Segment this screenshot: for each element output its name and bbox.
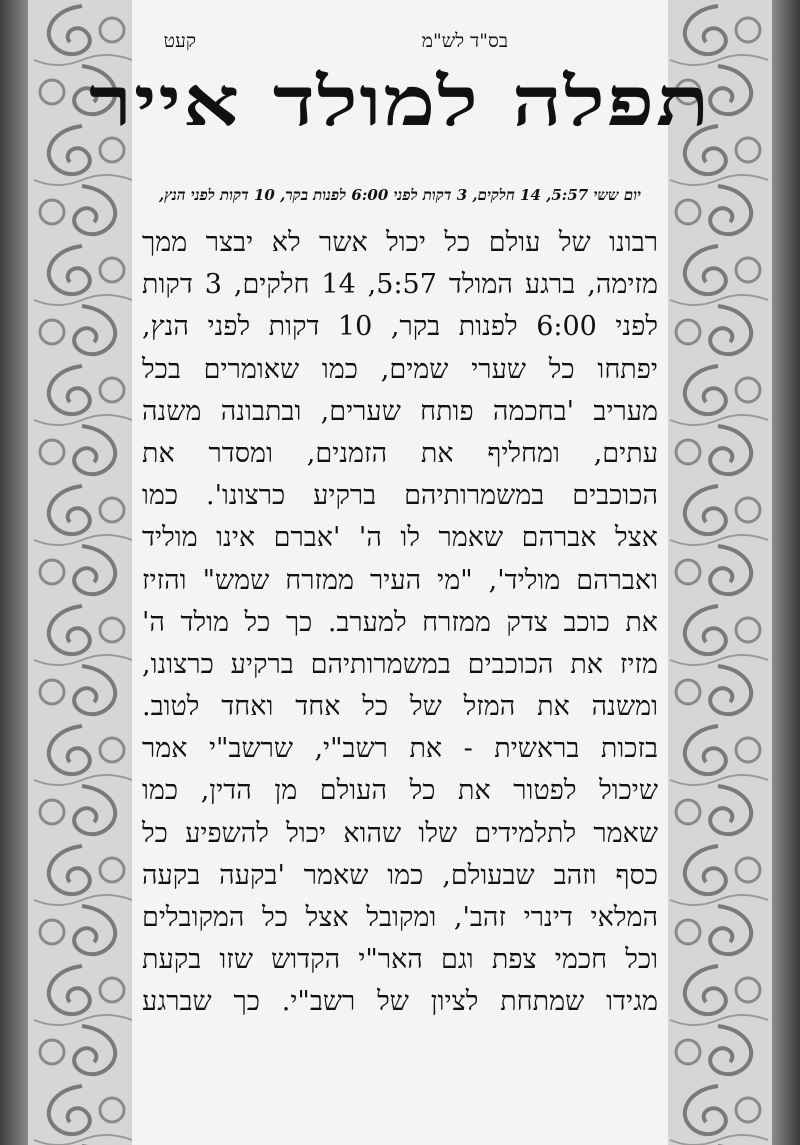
- text-line: יפתחו כל שערי שמים, כמו שאומרים בכל: [142, 353, 658, 385]
- text-line: שיכול לפטור את כל העולם מן הדין, כמו: [142, 775, 658, 807]
- text-line: וכל חכמי צפת וגם האר"י הקדוש שזו בקעת: [142, 944, 658, 976]
- page-title: תפלה למולד אייר: [88, 62, 712, 142]
- text-column: [88, 0, 712, 1145]
- text-line: מזימה, ברגע המולד 5:57, 14 חלקים, 3 דקות: [142, 269, 658, 301]
- text-line: הכוכבים במשמרותיהם ברקיע כרצונו'. כמו: [142, 480, 658, 512]
- text-line: ומשנה את המזל של כל אחד ואחד לטוב.: [142, 691, 658, 723]
- page-number: קעט: [163, 30, 196, 52]
- header-line: [142, 30, 658, 58]
- text-line: את כוכב צדק ממזרח למערב. כך כל מולד ה': [142, 606, 658, 638]
- molad-time-line: יום ששי 5:57, 14 חלקים, 3 דקות לפני 6:00 לפנות בקר, 10 דקות לפני הנץ,: [159, 186, 641, 204]
- text-line: ואברהם מוליד', "מי העיר ממזרח שמש" והזיז: [142, 564, 658, 596]
- text-line: כסף וזהב שבעולם, כמו שאמר 'בקעה בקעה: [142, 859, 658, 891]
- bsd-mark: בס"ד לש"מ: [421, 30, 508, 52]
- right-ornamental-border: [664, 0, 772, 1145]
- text-line: מגידו שמתחת לציון של רשב"י. כך שברגע: [142, 986, 658, 1018]
- text-line: המלאי דינרי זהב', ומקובל אצל כל המקובלים: [142, 902, 658, 933]
- prayer-text: [142, 222, 658, 1024]
- text-line: מזיז את הכוכבים במשמרותיהם ברקיע כרצונו,: [142, 648, 658, 680]
- text-line: מעריב 'בחכמה פותח שערים, ובתבונה משנה: [142, 395, 658, 427]
- text-line: בזכות בראשית - את רשב"י, שרשב"י אמר: [142, 733, 658, 765]
- right-shadow-strip: [772, 0, 800, 1145]
- left-shadow-strip: [0, 0, 28, 1145]
- left-ornamental-border: [28, 0, 136, 1145]
- text-line: רבונו של עולם כל יכול אשר לא יבצר ממך: [142, 227, 658, 258]
- text-line: עתים, ומחליף את הזמנים, ומסדר את: [142, 437, 658, 469]
- text-line: שאמר לתלמידים שלו שהוא יכול להשפיע כל: [142, 817, 658, 849]
- text-line: לפני 6:00 לפנות בקר, 10 דקות לפני הנץ,: [142, 311, 658, 343]
- text-line: אצל אברהם שאמר לו ה' 'אברם אינו מוליד: [142, 522, 658, 554]
- document-page: [88, 0, 712, 1145]
